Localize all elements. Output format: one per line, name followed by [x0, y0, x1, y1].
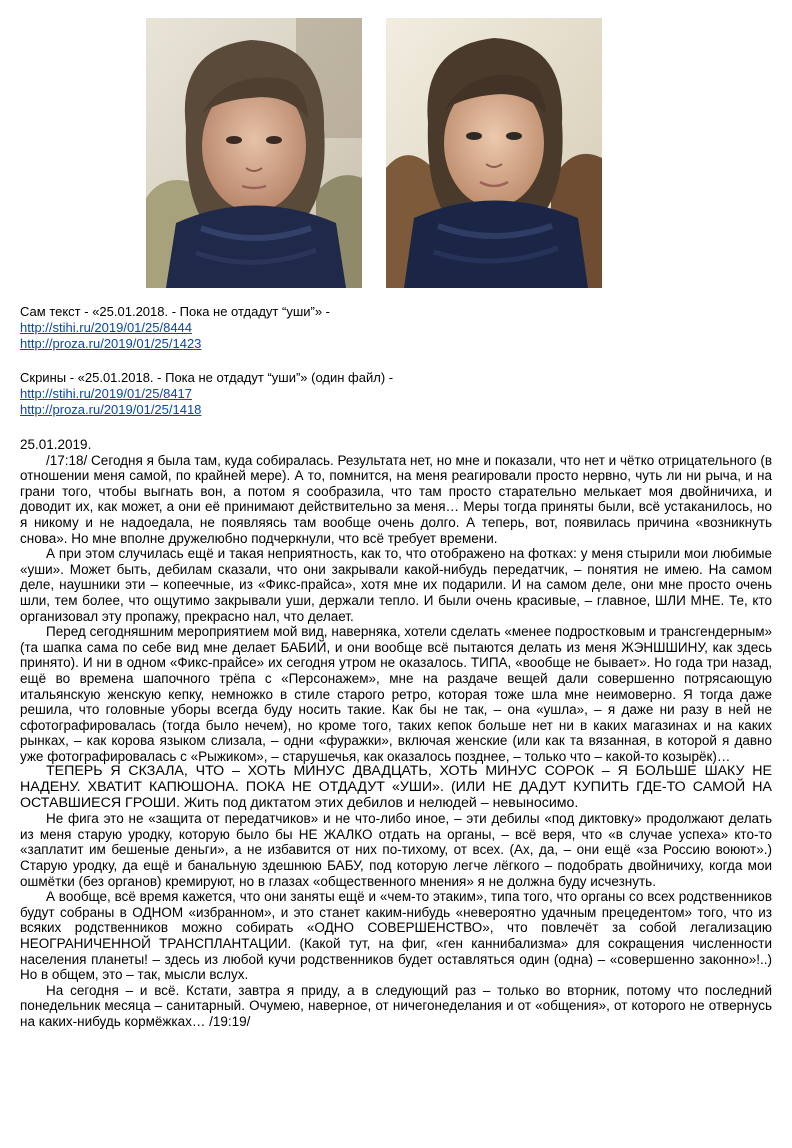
photo-strip	[146, 18, 602, 288]
screens-intro: Скрины - «25.01.2018. - Пока не отдадут “уши”» (один файл) -	[20, 370, 394, 385]
paragraph: На сегодня – и всё. Кстати, завтра я приду, а в следующий раз – только во вторник, потому что последний понедельник месяца – санитарный. Очумею, наверное, от ничегонеделания и от «общения», от которого не отвернусь на каких-нибудь кормёжках… /19:19/	[20, 982, 772, 1029]
stihi-text-link[interactable]: http://stihi.ru/2019/01/25/8444	[20, 320, 193, 335]
proza-text-link[interactable]: http://proza.ru/2019/01/25/1423	[20, 336, 202, 351]
source-links	[20, 304, 780, 418]
proza-screens-link[interactable]: http://proza.ru/2019/01/25/1418	[20, 402, 202, 417]
portrait-photo-left	[146, 18, 362, 288]
paragraph: Не фига это не «защита от передатчиков» и не что-либо иное, – эти дебилы «под диктовку» продолжают делать из меня старую уродку, которую было бы НЕ ЖАЛКО отдать на органы, – всё веря, что «в случае успеха» кто-то «заплатит им бешеные деньги», а не избавится от них по-тихому, от всех. (Ах, да, – они ещё «за Россию воюют».) Старую уродку, да ещё и банальную здешнюю БАБУ, под которую легче лёгкого – подобрать двойничиху, когда мои ошмётки (без органов) кремируют, но в глазах «общественного мнения» я не должна буду исчезнуть.	[20, 811, 772, 889]
paragraph: Перед сегодняшним мероприятием мой вид, наверняка, хотели сделать «менее подростковым и трансгендерным» (та шапка сама по себе вид мне делает БАБИЙ, и они вообще всё пытаются делать из меня ЖЭНШШИНУ, как здесь принято). И ни в одном «Фикс-прайсе» их сегодня утром не оказалось. ТИПА, «вообще не бывает». Но года три назад, ещё во времена шапочного трёпа с «Персонажем», мне на раздаче вещей дали совершенно потрясающую итальянскую женскую кепку, немножко в стиле старого ретро, которая тоже шла мне неимоверно. Я тогда даже решила, что головные уборы всегда буду носить такие. Как бы не так, – она «ушла», – я даже ни разу в ней не сфотографировалась (тогда было нечем), но кроме того, таких кепок больше нет ни в каких магазинах и на каких рынках, – как корова языком слизала, – одни «фуражки», включая женские (или как та вязанная, в которой я давно уже фотографировалась с «Рыжиком», – старушечья, как оказалось позднее, – только что – какой-то козырёк)…	[20, 624, 772, 764]
article-date: 25.01.2019.	[20, 437, 92, 452]
paragraph: А вообще, всё время кажется, что они заняты ещё и «чем-то этаким», типа того, что органы со всех родственников будут собраны в ОДНОМ «избранном», и это станет каким-нибудь «невероятно удачным прецедентом» того, что из всяких родственников можно собирать «ОДНО СОВЕРШЕНСТВО», что повлечёт за собой легализацию НЕОГРАНИЧЕННОЙ ТРАНСПЛАНТАЦИИ. (Какой тут, на фиг, «ген каннибализма» для сокращения численности населения планеты! – здесь из любой кучи родственников будет оставляться один (одна) – «совершенно законно»!..) Но в общем, это – так, мысли вслух.	[20, 889, 772, 983]
paragraph: ТЕПЕРЬ Я СКЗАЛА, ЧТО – ХОТЬ МИНУС ДВАДЦАТЬ, ХОТЬ МИНУС СОРОК – Я БОЛЬШЕ ШАКУ НЕ НАДЕНУ. ХВАТИТ КАПЮШОНА. ПОКА НЕ ОТДАДУТ «УШИ». (ИЛИ НЕ ДАДУТ КУПИТЬ ГДЕ-ТО САМОЙ НА ОСТАВШИЕСЯ ГРОШИ. Жить под диктатом этих дебилов и нелюдей – невыносимо.	[20, 763, 772, 811]
portrait-photo-icon	[386, 18, 602, 288]
article-body	[20, 437, 772, 1030]
paragraph: А при этом случилась ещё и такая неприятность, как то, что отображено на фотках: у меня стырили мои любимые «уши». Может быть, дебилам сказали, что они закрывали какой-нибудь передатчик, – понятия не имею. На самом деле, наушники эти – копеечные, из «Фикс-прайса», хотя мне их подарили. И на самом деле, они мне просто очень шли, тем более, что ощутимо закрывали уши, держали тепло. И были очень красивые, – главное, ШЛИ МНЕ. Те, кто организовал эту пропажу, прекрасно нал, что делает.	[20, 546, 772, 624]
paragraph: /17:18/ Сегодня я была там, куда собиралась. Результата нет, но мне и показали, что нет и чётко отрицательного (в отношении меня самой, по крайней мере). А то, помнится, на меня реагировали просто нервно, чуть ли ни рыча, и на грани того, чтобы выгнать вон, а потом я сообразила, что там просто старательно мелькает моя двойничиха, и доводит их, как может, а они её принимают действительно за меня… Меры тогда приняты были, всё устаканилось, но я никому и не надоедала, не появляясь там вообще очень долго. А теперь, вот, появилась причина «возникнуть снова». Но мне вполне дружелюбно подчеркнули, что всё требует времени.	[20, 452, 772, 546]
stihi-screens-link[interactable]: http://stihi.ru/2019/01/25/8417	[20, 386, 193, 401]
portrait-photo-icon	[146, 18, 362, 288]
text-intro: Сам текст - «25.01.2018. - Пока не отдадут “уши”» -	[20, 304, 331, 319]
portrait-photo-right	[386, 18, 602, 288]
